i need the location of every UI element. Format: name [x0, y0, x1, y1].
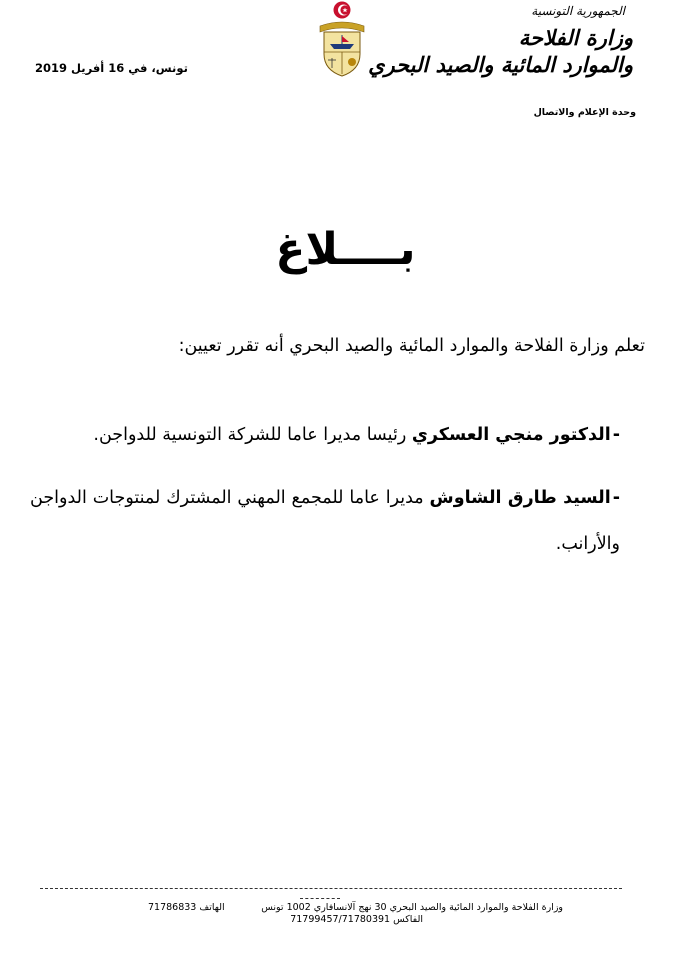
appointee-name: السيد طارق الشاوش	[429, 488, 611, 508]
list-item	[30, 475, 620, 567]
ministry-name-line2: والموارد المائية والصيد البحري	[368, 52, 633, 77]
ministry-name	[368, 24, 633, 78]
document-date: تونس، في 16 أفريل 2019	[35, 61, 188, 75]
bullet-dash: -	[612, 425, 620, 445]
bullet-dash: -	[612, 488, 620, 508]
intro-paragraph: تعلم وزارة الفلاحة والموارد المائية والصيد البحري أنه تقرر تعيين:	[178, 336, 645, 356]
appointee-name: الدكتور منجي العسكري	[411, 425, 611, 445]
ministry-name-line1: وزارة الفلاحة	[518, 25, 633, 50]
footer-phone: الهاتف 71786833	[148, 902, 225, 913]
unit-label: وحدة الإعلام والاتصال	[533, 107, 636, 118]
footer-address: وزارة الفلاحة والموارد المائية والصيد البحري 30 نهج آلانسافاري 1002 تونس	[261, 902, 563, 913]
coat-of-arms-icon	[312, 0, 372, 78]
document-title: بــــلاغ	[275, 224, 416, 275]
appointee-role: رئيسا مديرا عاما للشركة التونسية للدواجن.	[93, 425, 412, 445]
appointee-role: مديرا عاما للمجمع المهني المشترك لمنتوجات الدواجن والأرانب.	[30, 488, 620, 554]
footer-divider-short	[300, 898, 340, 899]
footer-fax: الفاكس 71799457/71780391	[290, 914, 423, 925]
footer-divider	[40, 888, 622, 889]
list-item	[93, 425, 620, 445]
republic-label: الجمهورية التونسية	[531, 4, 625, 18]
